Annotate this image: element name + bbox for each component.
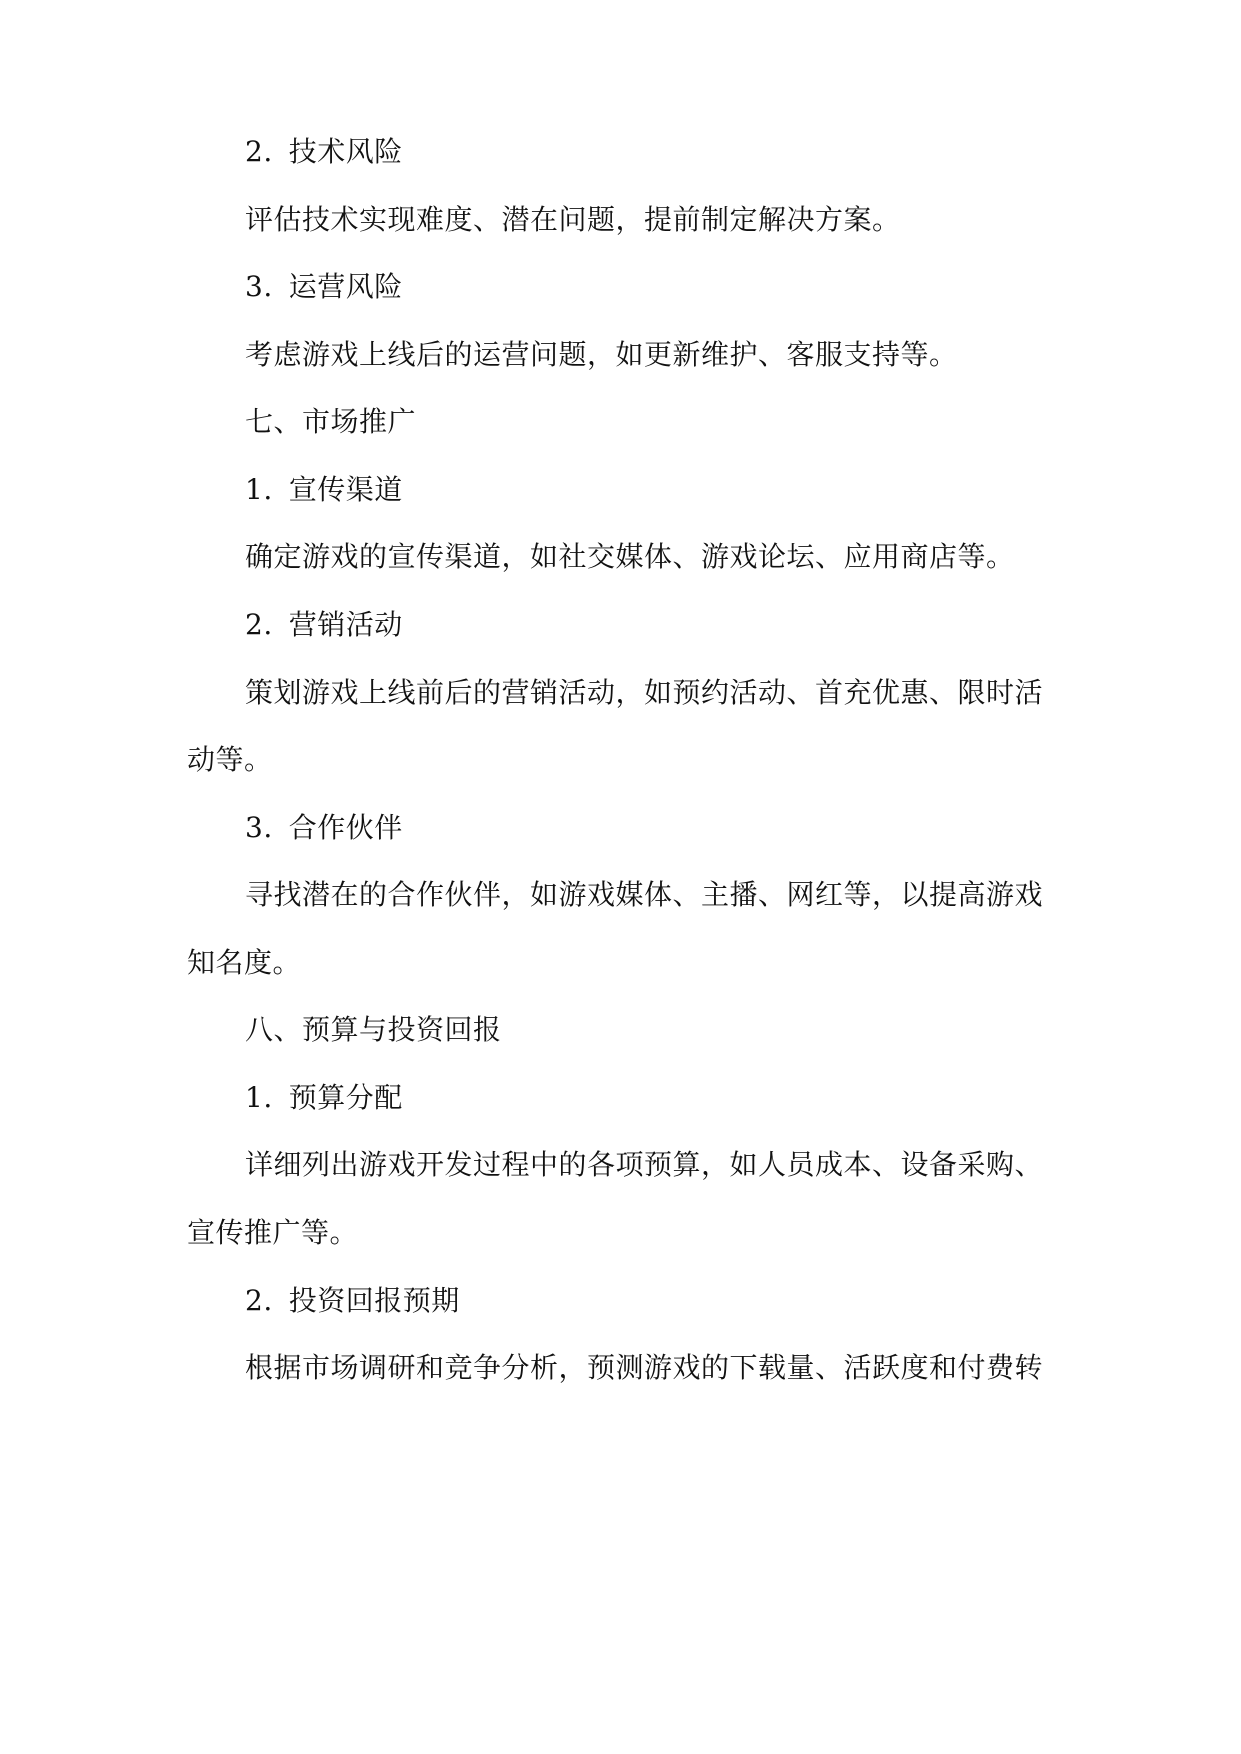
subheading-operation-risk: [245, 267, 403, 307]
subheading-number: 3.: [245, 270, 273, 303]
paragraph-line: 寻找潜在的合作伙伴，如游戏媒体、主播、网红等，以提高游戏: [245, 878, 1044, 911]
subheading-text: 预算分配: [288, 1081, 403, 1114]
paragraph-line: 策划游戏上线前后的营销活动，如预约活动、首充优惠、限时活: [245, 676, 1044, 709]
paragraph-line: 动等。: [187, 743, 273, 776]
subheading-number: 1.: [245, 1081, 273, 1114]
paragraph-line: 评估技术实现难度、潜在问题，提前制定解决方案。: [245, 203, 901, 236]
paragraph-line: 考虑游戏上线后的运营问题，如更新维护、客服支持等。: [245, 338, 958, 371]
subheading-number: 2.: [245, 608, 273, 641]
subheading-number: 2.: [245, 135, 273, 168]
paragraph-line: 知名度。: [187, 946, 302, 979]
subheading-budget-allocation: [245, 1078, 403, 1118]
subheading-number: 1.: [245, 473, 273, 506]
paragraph-line: 根据市场调研和竞争分析，预测游戏的下载量、活跃度和付费转: [245, 1351, 1044, 1384]
subheading-text: 技术风险: [288, 135, 403, 168]
subheading-technical-risk: [245, 132, 403, 172]
paragraph-line: 宣传推广等。: [187, 1216, 359, 1249]
subheading-text: 投资回报预期: [288, 1284, 460, 1317]
subheading-partners: [245, 808, 403, 848]
section-heading-budget: 八、预算与投资回报: [245, 1013, 502, 1046]
paragraph-line: 确定游戏的宣传渠道，如社交媒体、游戏论坛、应用商店等。: [245, 540, 1015, 573]
subheading-promotion-channels: [245, 470, 403, 510]
subheading-roi-expectation: [245, 1281, 460, 1321]
subheading-number: 2.: [245, 1284, 273, 1317]
subheading-text: 合作伙伴: [288, 811, 403, 844]
section-heading-marketing: 七、市场推广: [245, 405, 417, 438]
subheading-marketing-activities: [245, 605, 403, 645]
subheading-text: 运营风险: [288, 270, 403, 303]
paragraph-line: 详细列出游戏开发过程中的各项预算，如人员成本、设备采购、: [245, 1148, 1044, 1181]
subheading-number: 3.: [245, 811, 273, 844]
subheading-text: 宣传渠道: [288, 473, 403, 506]
subheading-text: 营销活动: [288, 608, 403, 641]
